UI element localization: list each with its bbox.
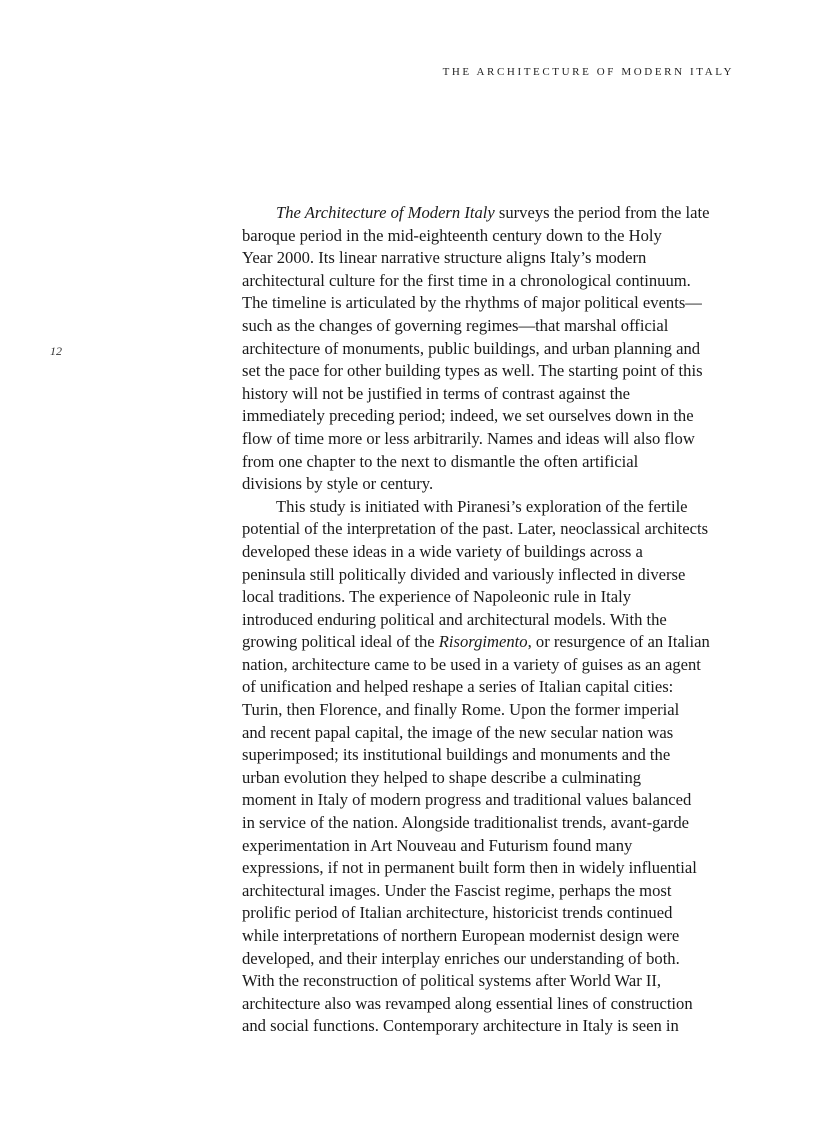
italic-title-segment: Risorgimento <box>438 632 528 652</box>
text-segment: developed these ideas in a wide variety of buildings across a <box>242 541 643 561</box>
text-line <box>242 338 742 361</box>
text-line <box>242 925 742 948</box>
text-segment: local traditions. The experience of Napoleonic rule in Italy <box>242 587 632 607</box>
text-segment: architectural culture for the first time in a chronological continuum. <box>242 270 691 290</box>
text-segment: while interpretations of northern European modernist design were <box>242 926 680 945</box>
text-segment: from one chapter to the next to dismantle the often artificial <box>242 451 639 471</box>
text-segment: architectural images. Under the Fascist regime, perhaps the most <box>242 880 672 900</box>
italic-title-segment: The Architecture of Modern Italy <box>276 203 495 222</box>
text-segment: superimposed; its institutional buildings and monuments and the <box>242 745 671 765</box>
text-line <box>242 383 742 406</box>
text-line <box>242 902 742 925</box>
text-line <box>242 744 742 767</box>
text-line <box>242 360 742 383</box>
text-segment: surveys the period from the late <box>494 203 710 222</box>
text-line <box>242 699 742 722</box>
text-line <box>242 541 742 564</box>
page-number: 12 <box>50 344 62 358</box>
text-line <box>242 970 742 993</box>
running-head-title: THE ARCHITECTURE OF MODERN ITALY <box>442 66 734 78</box>
text-line <box>242 451 742 474</box>
text-line <box>242 948 742 971</box>
text-segment: potential of the interpretation of the past. Later, neoclassical architects <box>242 519 709 539</box>
text-segment: flow of time more or less arbitrarily. Names and ideas will also flow <box>242 428 695 448</box>
text-segment: urban evolution they helped to shape describe a culminating <box>242 767 642 787</box>
text-line <box>242 789 742 812</box>
text-line <box>242 315 742 338</box>
text-line <box>242 835 742 858</box>
text-segment: Year 2000. Its linear narrative structure aligns Italy’s modern <box>242 248 647 268</box>
text-segment: of unification and helped reshape a series of Italian capital cities: <box>242 677 674 697</box>
text-segment: architecture also was revamped along essential lines of construction <box>242 993 693 1013</box>
text-line <box>242 812 742 835</box>
text-segment: This study is initiated with Piranesi’s exploration of the fertile <box>276 496 688 516</box>
text-segment: prolific period of Italian architecture, historicist trends continued <box>242 903 673 923</box>
text-line <box>242 676 742 699</box>
text-segment: , or resurgence of an Italian <box>527 632 710 652</box>
text-segment: The timeline is articulated by the rhythms of major political events— <box>242 293 702 313</box>
text-line <box>242 428 742 451</box>
text-line <box>242 202 742 225</box>
text-segment: baroque period in the mid-eighteenth century down to the Holy <box>242 225 662 245</box>
text-line <box>242 518 742 541</box>
text-line <box>242 857 742 880</box>
text-line <box>242 654 742 677</box>
body-text <box>242 202 742 1038</box>
text-line <box>242 225 742 248</box>
text-line <box>242 496 742 519</box>
text-segment: expressions, if not in permanent built form then in widely influential <box>242 858 697 878</box>
text-line <box>242 722 742 745</box>
text-line <box>242 609 742 632</box>
text-line <box>242 270 742 293</box>
text-line <box>242 292 742 315</box>
text-segment: such as the changes of governing regimes—that marshal official <box>242 315 669 335</box>
text-segment: growing political ideal of the <box>242 632 439 652</box>
text-line <box>242 564 742 587</box>
text-segment: developed, and their interplay enriches our understanding of both. <box>242 948 680 968</box>
text-line <box>242 880 742 903</box>
text-segment: set the pace for other building types as well. The starting point of this <box>242 361 703 381</box>
text-line <box>242 586 742 609</box>
text-segment: history will not be justified in terms of contrast against the <box>242 383 631 403</box>
text-segment: immediately preceding period; indeed, we set ourselves down in the <box>242 406 694 426</box>
text-line <box>242 631 742 654</box>
text-line <box>242 767 742 790</box>
text-segment: nation, architecture came to be used in a variety of guises as an agent <box>242 654 701 674</box>
text-line <box>242 405 742 428</box>
text-segment: divisions by style or century. <box>242 474 434 494</box>
text-segment: peninsula still politically divided and variously inflected in diverse <box>242 564 686 584</box>
text-line <box>242 1015 742 1038</box>
text-segment: moment in Italy of modern progress and traditional values balanced <box>242 790 692 810</box>
text-segment: architecture of monuments, public buildings, and urban planning and <box>242 338 701 358</box>
text-segment: and recent papal capital, the image of the new secular nation was <box>242 722 674 742</box>
text-line <box>242 247 742 270</box>
text-segment: in service of the nation. Alongside traditionalist trends, avant-garde <box>242 813 689 833</box>
text-line <box>242 993 742 1016</box>
text-line <box>242 473 742 496</box>
text-segment: Turin, then Florence, and finally Rome. Upon the former imperial <box>242 700 680 720</box>
text-segment: and social functions. Contemporary architecture in Italy is seen in <box>242 1016 679 1036</box>
text-segment: experimentation in Art Nouveau and Futurism found many <box>242 835 633 855</box>
text-segment: introduced enduring political and architectural models. With the <box>242 609 667 629</box>
text-segment: With the reconstruction of political systems after World War II, <box>242 971 662 991</box>
